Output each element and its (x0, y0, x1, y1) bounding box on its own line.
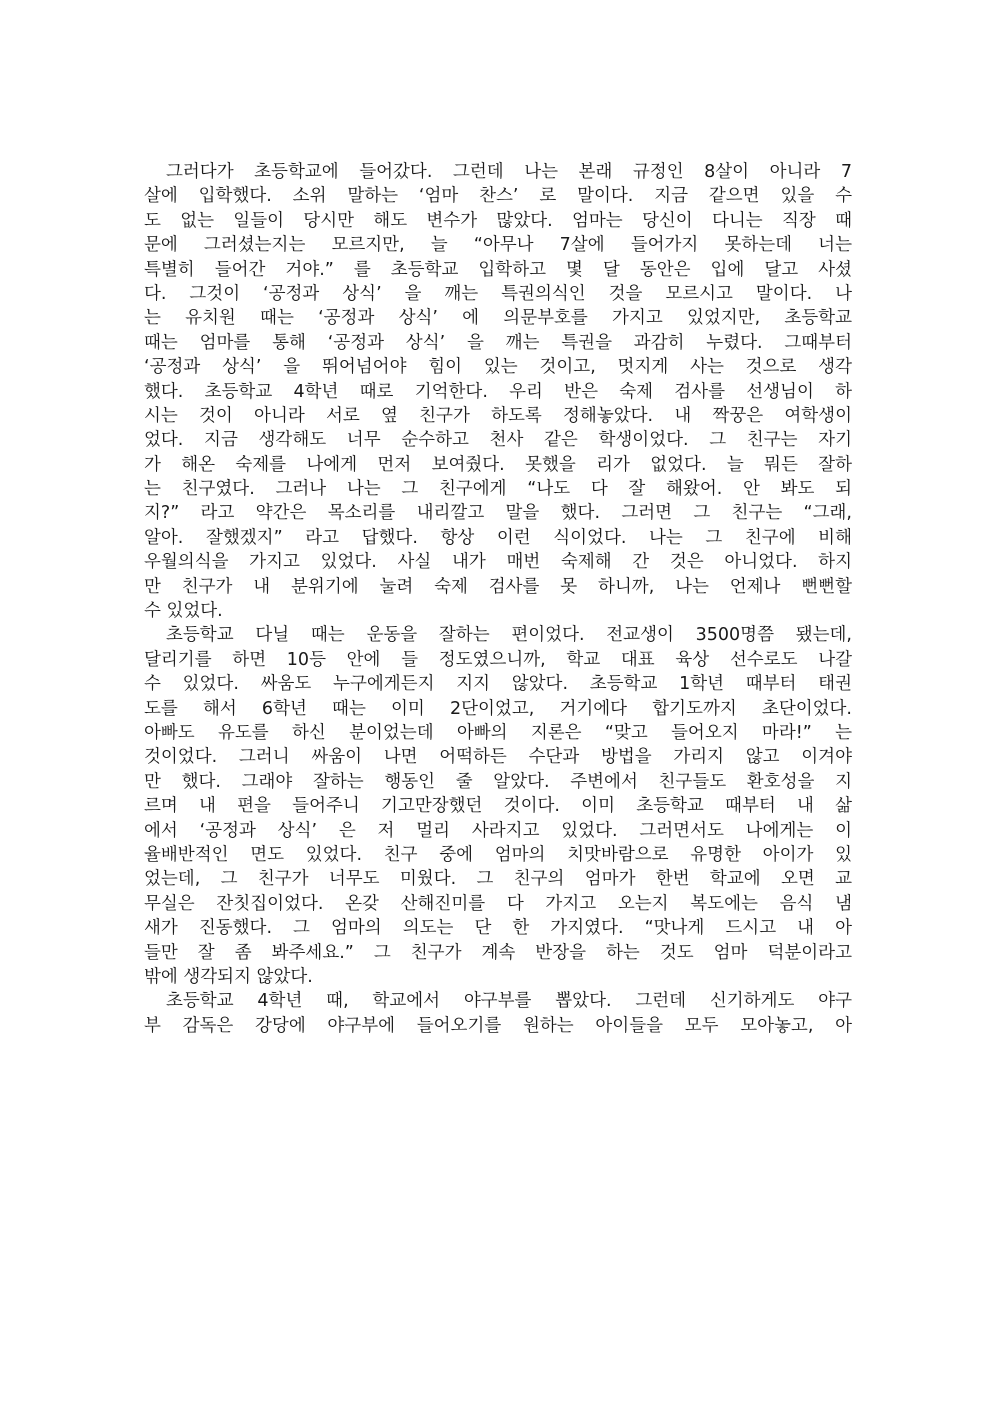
text-line: 초등학교 다닐 때는 운동을 잘하는 편이었다. 전교생이 3500명쯤 됐는데, (166, 625, 852, 646)
text-line: 만 했다. 그래야 잘하는 행동인 줄 알았다. 주변에서 친구들도 환호성을 지 (144, 771, 852, 792)
text-line: 는 유치원 때는 ‘공정과 상식’ 에 의문부호를 가지고 있었지만, 초등학교 (144, 308, 852, 329)
text-line: 가 해온 숙제를 나에게 먼저 보여줬다. 못했을 리가 없었다. 늘 뭐든 잘하 (144, 454, 852, 475)
text-line: 시는 것이 아니라 서로 옆 친구가 하도록 정해놓았다. 내 짝꿍은 여학생이 (144, 405, 852, 426)
text-line: 부 감독은 강당에 야구부에 들어오기를 원하는 아이들을 모두 모아놓고, 아 (144, 1015, 852, 1036)
text-line: 문에 그러셨는지는 모르지만, 늘 “아무나 7살에 들어가지 못하는데 너는 (144, 235, 852, 256)
text-line: 초등학교 4학년 때, 학교에서 야구부를 뽑았다. 그런데 신기하게도 야구 (166, 991, 852, 1012)
text-line: 우월의식을 가지고 있었다. 사실 내가 매번 숙제해 간 것은 아니었다. 하지 (144, 552, 852, 573)
text-line: ‘공정과 상식’ 을 뛰어넘어야 힘이 있는 것이고, 멋지게 사는 것으로 생각 (144, 357, 852, 378)
paragraph-2 (144, 623, 852, 989)
text-line: 들만 잘 좀 봐주세요.” 그 친구가 계속 반장을 하는 것도 엄마 덕분이라고 (144, 942, 852, 963)
text-line: 르며 내 편을 들어주니 기고만장했던 것이다. 이미 초등학교 때부터 내 삶 (144, 796, 852, 817)
text-line: 새가 진동했다. 그 엄마의 의도는 단 한 가지였다. “맛나게 드시고 내 아 (144, 918, 852, 939)
text-line: 수 있었다. 싸움도 누구에게든지 지지 않았다. 초등학교 1학년 때부터 태권 (144, 674, 852, 695)
text-line: 했다. 초등학교 4학년 때로 기억한다. 우리 반은 숙제 검사를 선생님이 하 (144, 381, 852, 402)
text-line: 는 친구였다. 그러나 나는 그 친구에게 “나도 다 잘 해왔어. 안 봐도 되 (144, 479, 852, 500)
paragraph-3 (144, 989, 852, 1038)
text-line: 살에 입학했다. 소위 말하는 ‘엄마 찬스’ 로 말이다. 지금 같으면 있을 수 (144, 186, 852, 207)
text-line: 도를 해서 6학년 때는 이미 2단이었고, 거기에다 합기도까지 초단이었다. (144, 698, 852, 719)
text-line: 알아. 잘했겠지” 라고 답했다. 항상 이런 식이었다. 나는 그 친구에 비해 (144, 527, 852, 548)
text-line: 달리기를 하면 10등 안에 들 정도였으니까, 학교 대표 육상 선수로도 나갈 (144, 649, 852, 670)
text-line: 었는데, 그 친구가 너무도 미웠다. 그 친구의 엄마가 한번 학교에 오면 교 (144, 869, 852, 890)
text-line: 것이었다. 그러니 싸움이 나면 어떡하든 수단과 방법을 가리지 않고 이겨야 (144, 747, 852, 768)
text-line: 그러다가 초등학교에 들어갔다. 그런데 나는 본래 규정인 8살이 아니라 7 (166, 162, 852, 182)
document-page (144, 160, 852, 1038)
paragraph-1 (144, 160, 852, 623)
text-line: 다. 그것이 ‘공정과 상식’ 을 깨는 특권의식인 것을 모르시고 말이다. 나 (144, 283, 852, 304)
text-line: 율배반적인 면도 있었다. 친구 중에 엄마의 치맛바람으로 유명한 아이가 있 (144, 844, 852, 865)
text-line: 수 있었다. (144, 601, 223, 622)
text-line: 무실은 잔칫집이었다. 온갖 산해진미를 다 가지고 오는지 복도에는 음식 냄 (144, 893, 852, 914)
text-line: 만 친구가 내 분위기에 눌려 숙제 검사를 못 하니까, 나는 언제나 뻔뻔할 (144, 576, 852, 597)
text-line: 었다. 지금 생각해도 너무 순수하고 천사 같은 학생이었다. 그 친구는 자기 (144, 430, 852, 451)
text-line: 도 없는 일들이 당시만 해도 변수가 많았다. 엄마는 당신이 다니는 직장 때 (144, 210, 852, 231)
text-line: 지?” 라고 약간은 목소리를 내리깔고 말을 했다. 그러면 그 친구는 “그래, (144, 503, 852, 524)
text-line: 때는 엄마를 통해 ‘공정과 상식’ 을 깨는 특권을 과감히 누렸다. 그때부터 (144, 332, 852, 353)
text-line: 에서 ‘공정과 상식’ 은 저 멀리 사라지고 있었다. 그러면서도 나에게는 이 (144, 820, 852, 841)
text-line: 밖에 생각되지 않았다. (144, 966, 313, 987)
text-line: 아빠도 유도를 하신 분이었는데 아빠의 지론은 “맞고 들어오지 마라!” 는 (144, 722, 852, 743)
text-line: 특별히 들어간 거야.” 를 초등학교 입학하고 몇 달 동안은 입에 달고 사셨 (144, 259, 852, 280)
